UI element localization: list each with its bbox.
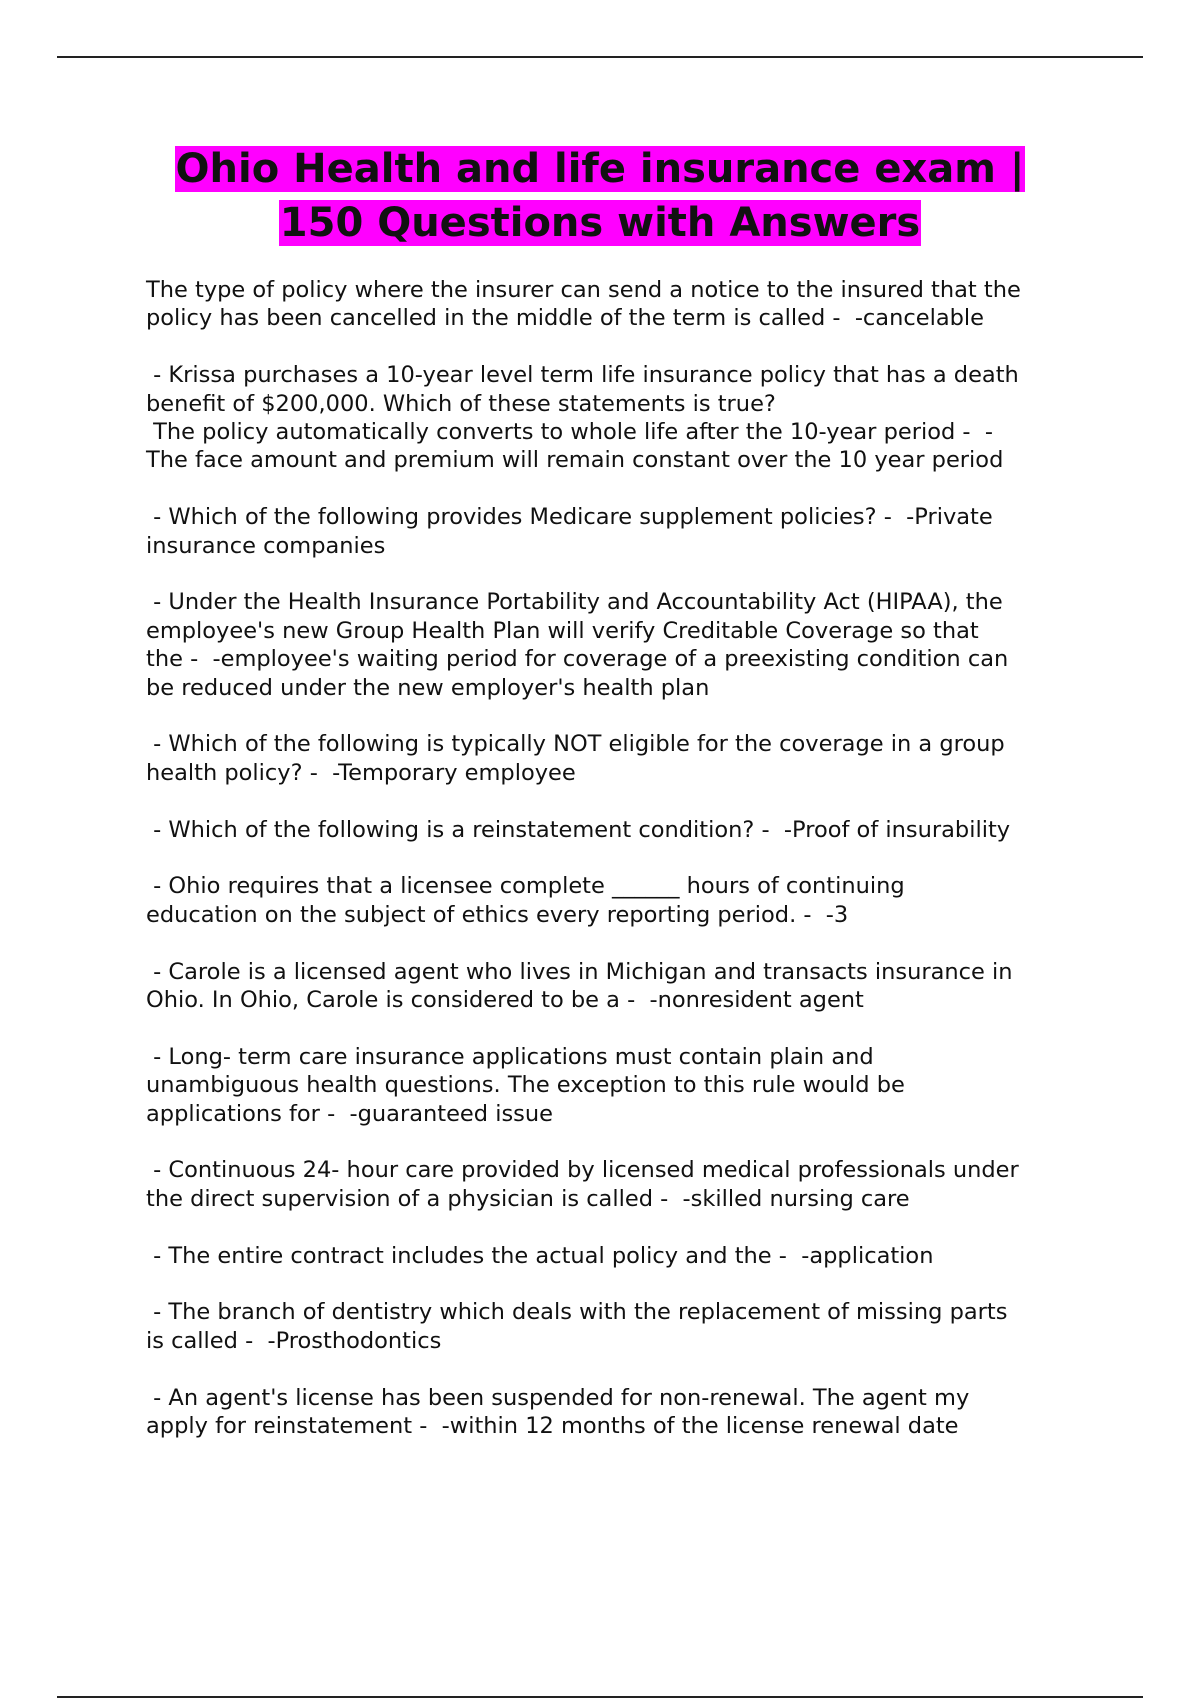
text-line: - Carole is a licensed agent who lives in Michigan and transacts insurance in — [146, 958, 1013, 985]
text-line: - Krissa purchases a 10-year level term life insurance policy that has a death — [146, 362, 1019, 389]
title-line-1: Ohio Health and life insurance exam | — [175, 146, 1025, 192]
text-line: the - -employee's waiting period for coverage of a preexisting condition can — [146, 646, 1009, 673]
question-answer-item — [146, 503, 1106, 560]
question-list — [146, 276, 1106, 1469]
question-answer-item — [146, 1156, 1106, 1213]
question-answer-item — [146, 588, 1106, 702]
text-line: health policy? - -Temporary employee — [146, 759, 576, 786]
text-line: education on the subject of ethics every reporting period. - -3 — [146, 901, 849, 928]
text-line: - Which of the following is a reinstatement condition? - -Proof of insurability — [146, 816, 1011, 843]
title-line-2: 150 Questions with Answers — [279, 200, 921, 246]
text-line: - Which of the following provides Medicare supplement policies? - -Private — [146, 504, 993, 531]
text-line: - Ohio requires that a licensee complete ______ hours of continuing — [146, 873, 905, 900]
text-line: - An agent's license has been suspended for non-renewal. The agent my — [146, 1384, 970, 1411]
text-line: - Long- term care insurance applications must contain plain and — [146, 1043, 874, 1070]
text-line: is called - -Prosthodontics — [146, 1327, 442, 1354]
text-line: - Under the Health Insurance Portability and Accountability Act (HIPAA), the — [146, 589, 1003, 616]
question-answer-item — [146, 361, 1106, 475]
question-answer-item — [146, 1043, 1106, 1128]
text-line: applications for - -guaranteed issue — [146, 1100, 553, 1127]
text-line: The type of policy where the insurer can send a notice to the insured that the — [146, 277, 1021, 303]
text-line: be reduced under the new employer's health plan — [146, 674, 710, 701]
header-rule — [57, 56, 1143, 58]
text-line: apply for reinstatement - -within 12 months of the license renewal date — [146, 1413, 959, 1440]
question-answer-item — [146, 1384, 1106, 1441]
text-line: Ohio. In Ohio, Carole is considered to be a - -nonresident agent — [146, 987, 864, 1014]
text-line: policy has been cancelled in the middle of the term is called - -cancelable — [146, 305, 984, 332]
question-answer-item — [146, 276, 1106, 333]
document-title — [100, 142, 1100, 250]
question-answer-item — [146, 730, 1106, 787]
question-answer-item — [146, 816, 1106, 844]
text-line: unambiguous health questions. The exception to this rule would be — [146, 1072, 905, 1099]
text-line: benefit of $200,000. Which of these statements is true? — [146, 390, 776, 417]
text-line: - The branch of dentistry which deals with the replacement of missing parts — [146, 1299, 1008, 1326]
question-answer-item — [146, 1298, 1106, 1355]
text-line: The policy automatically converts to whole life after the 10-year period - - — [146, 419, 993, 446]
text-line: - Continuous 24- hour care provided by licensed medical professionals under — [146, 1157, 1019, 1184]
question-answer-item — [146, 1242, 1106, 1270]
text-line: the direct supervision of a physician is called - -skilled nursing care — [146, 1185, 910, 1212]
question-answer-item — [146, 872, 1106, 929]
text-line: - The entire contract includes the actual policy and the - -application — [146, 1242, 934, 1269]
footer-rule — [57, 1696, 1143, 1698]
text-line: employee's new Group Health Plan will verify Creditable Coverage so that — [146, 617, 979, 644]
text-line: The face amount and premium will remain constant over the 10 year period — [146, 447, 1004, 474]
question-answer-item — [146, 958, 1106, 1015]
text-line: insurance companies — [146, 532, 386, 559]
text-line: - Which of the following is typically NOT eligible for the coverage in a group — [146, 731, 1005, 758]
